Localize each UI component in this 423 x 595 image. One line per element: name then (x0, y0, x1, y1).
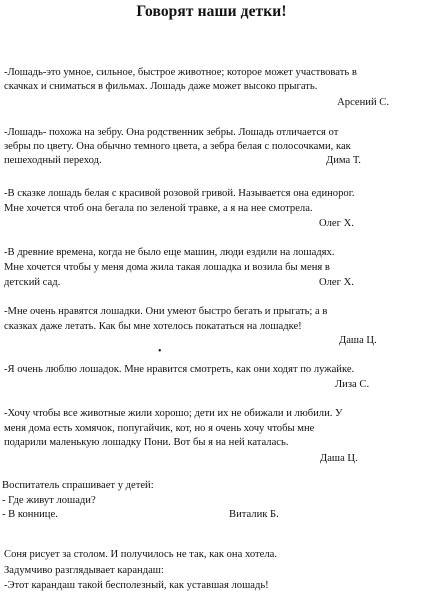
quote-7-line-2: меня дома есть хомячок, попугайчик, кот, но я очень хочу чтобы мне (4, 423, 315, 434)
quote-4-author: Олег Х. (319, 277, 354, 288)
quote-6-line-1: -Я очень люблю лошадок. Мне нравится смотреть, как они ходят по лужайке. (4, 364, 355, 375)
stray-dot: • (158, 346, 162, 357)
quote-5-line-2: сказках даже летать. Как бы мне хотелось покататься на лошадке! (4, 321, 302, 332)
page-title: Говорят наши детки! (136, 3, 287, 20)
quote-9-line-2: Задумчиво разглядывает карандаш: (4, 565, 164, 576)
quote-2-line-1: -Лошадь- похожа на зебру. Она родственник зебры. Лошадь отличается от (4, 127, 339, 138)
quote-8-line-3: - В коннице. (2, 509, 58, 520)
quote-7-line-1: -Хочу чтобы все животные жили хорошо; дети их не обижали и любили. У (4, 408, 343, 419)
quote-4-line-2: Мне хочется чтобы у меня дома жила такая лошадка и возила бы меня в (4, 262, 330, 273)
quote-7-author: Даша Ц. (320, 453, 358, 464)
quote-3-author: Олег Х. (319, 218, 354, 229)
quote-4-line-1: -В древние времена, когда не было еще машин, люди ездили на лошадях. (4, 247, 335, 258)
quote-8-author: Виталик Б. (229, 509, 279, 520)
quote-7-line-3: подарили маленькую лошадку Пони. Вот бы я на ней каталась. (4, 437, 289, 448)
quote-4-line-3: детский сад. (4, 277, 61, 288)
quote-1-line-2: скачках и сниматься в фильмах. Лошадь даже может высоко прыгать. (4, 81, 318, 92)
quote-1-line-1: -Лошадь-это умное, сильное, быстрое животное; которое может участвовать в (4, 67, 357, 78)
quote-5-line-1: -Мне очень нравятся лошадки. Они умеют быстро бегать и прыгать; а в (4, 306, 328, 317)
quote-8-line-2: - Где живут лошади? (2, 495, 96, 506)
quote-1-author: Арсений С. (337, 97, 389, 108)
quote-3-line-2: Мне хочется чтоб она бегала по зеленой травке, а я на нее смотрела. (4, 203, 313, 214)
quote-3-line-1: -В сказке лошадь белая с красивой розовой гривой. Называется она единорог. (4, 188, 355, 199)
quote-9-line-1: Соня рисует за столом. И получилось не так, как она хотела. (4, 549, 277, 560)
quote-2-line-2: зебры по цвету. Она обычно темного цвета, а зебра белая с полосочками, как (4, 141, 351, 152)
quote-2-author: Дима Т. (326, 155, 361, 166)
quote-9-line-3: -Этот карандаш такой бесполезный, как уставшая лошадь! (4, 580, 269, 591)
quote-8-line-1: Воспитатель спрашивает у детей: (2, 480, 154, 491)
quote-2-line-3: пешеходный переход. (4, 155, 102, 166)
quote-6-author: Лиза С. (335, 379, 370, 390)
quote-5-author: Даша Ц. (339, 335, 377, 346)
